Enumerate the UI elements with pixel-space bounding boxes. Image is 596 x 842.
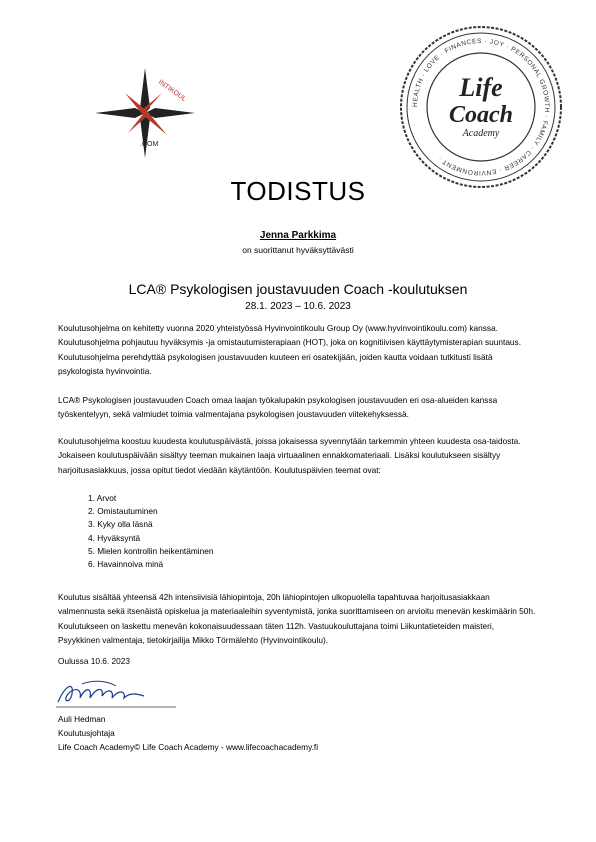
list-item: 4. Hyväksyntä xyxy=(88,532,141,543)
logo-bottom-text: .COM xyxy=(140,141,159,148)
themes-list xyxy=(88,492,213,571)
recipient-name: Jenna Parkkima xyxy=(259,230,337,241)
body-paragraph-4: Koulutus sisältää yhteensä 42h intensiivisiä lähiopintoja, 20h lähiopintojen ulkopuolella tapahtuvaa harjoitusasiakkaan valmennusta sekä itsenäistä opiskelua ja materiaaleihin syventymistä, jonka suorittamiseen on arvioitu menevän keskimäärin 50h. Koulutukseen on laskettu menevän kokonaisuudessaan täten 112h. Vastuukouluttajana toimi Liikuntatieteiden maisteri, Psyykkinen valmentaja, tietokirjailija Mikko Törmälehto (Hyvinvointikoulu). xyxy=(58,592,536,646)
organization-line xyxy=(58,741,318,755)
certificate-title: TODISTUS xyxy=(230,176,366,206)
signer-name: Auli Hedman xyxy=(58,714,106,724)
course-dates: 28.1. 2023 – 10.6. 2023 xyxy=(245,301,351,312)
signer-role: Koulutusjohtaja xyxy=(58,728,115,738)
course-name: LCA® Psykologisen joustavuuden Coach -koulutuksen xyxy=(128,281,468,297)
list-item: 1. Arvot xyxy=(88,493,117,503)
list-item: 5. Mielen kontrollin heikentäminen xyxy=(88,545,214,556)
recipient-subtitle: on suorittanut hyväksyttävästi xyxy=(242,245,354,255)
seal-line-life: Life xyxy=(459,73,503,102)
signature-icon xyxy=(52,676,182,710)
seal-line-coach: Coach xyxy=(448,102,514,128)
seal-line-academy: Academy xyxy=(462,128,500,139)
list-item: 6. Havainnoiva minä xyxy=(88,559,164,570)
body-paragraph-2: LCA® Psykologisen joustavuuden Coach omaa laajan työkalupakin psykologisen joustavuuden eri osa-alueiden kanssa työskentelyyn, sekä valmiudet toimia valmentajana psykologisen joustavuuden viitekehyksessä. xyxy=(58,395,498,420)
body-paragraph-1: Koulutusohjelma on kehitetty vuonna 2020 yhteistyössä Hyvinvointikoulu Group Oy (www.hyvinvointikoulu.com) kanssa. Koulutusohjelma pohjautuu hyväksymis -ja omistautumisterapiaan (HOT), joka on kognitiivisen käyttäytymisterapian suuntaus. Koulutusohjelma perehdyttää psykologisen joustavuuden kuuteen eri osatekijään, joiden kautta voidaan tutkitusti lisätä psykologista hyvinvointia. xyxy=(58,323,522,377)
body-paragraph-3: Koulutusohjelma koostuu kuudesta koulutuspäivästä, joissa jokaisessa syvennytään tarkemmin yhteen kuudesta osa-taidosta. Jokaiseen koulutuspäivään sisältyy teeman mukainen laaja virtuaalinen ennakkomateriaali. Lisäksi koulutukseen sisältyy harjoitusasiakkuus, jossa opitut tiedot viedään käytäntöön. Koulutuspäivien teemat ovat: xyxy=(58,436,521,475)
list-item: 3. Kyky olla läsnä xyxy=(88,519,153,530)
organization-name: Life Coach Academy xyxy=(58,742,135,752)
place-date: Oulussa 10.6. 2023 xyxy=(58,656,130,666)
list-item: 2. Omistautuminen xyxy=(88,506,158,517)
life-coach-academy-seal xyxy=(398,24,564,190)
logo-arc-text: INTIKOUL xyxy=(156,78,188,104)
seal-ring-text: HEALTH · LOVE · FINANCES · JOY · PERSONAL GROWTH · FAMILY · CAREER · ENVIRONMENT · xyxy=(411,37,551,177)
hyvinvointikoulu-logo xyxy=(80,58,210,168)
organization-copyright: © Life Coach Academy - www.lifecoachacademy.fi xyxy=(134,742,319,752)
